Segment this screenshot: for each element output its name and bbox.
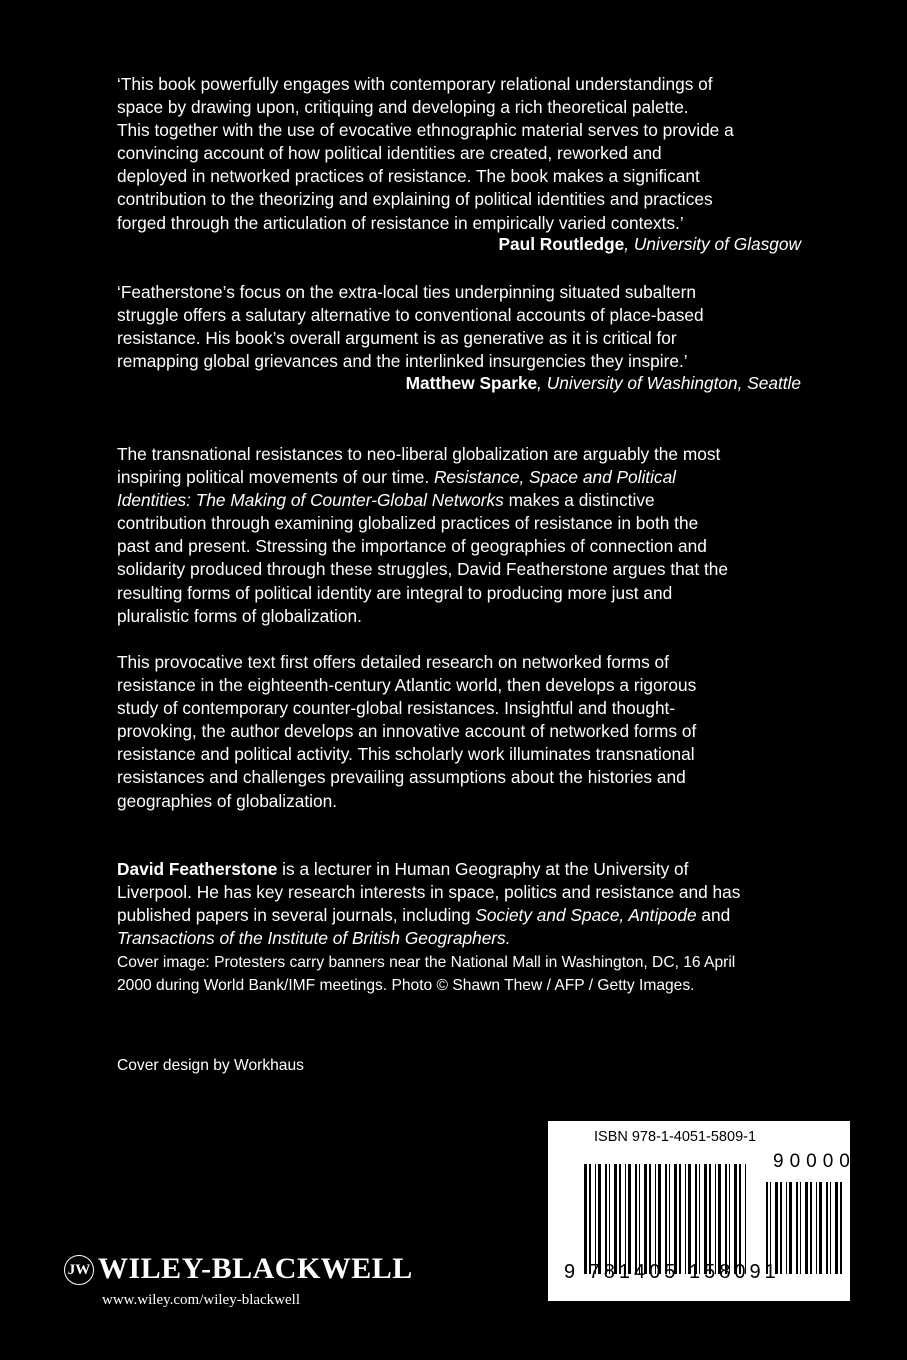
quote-line: struggle offers a salutary alternative to conventional accounts of place-based xyxy=(117,305,704,326)
text-line: This provocative text first offers detailed research on networked forms of xyxy=(117,652,669,672)
barcode-bar xyxy=(816,1182,817,1274)
publisher-url[interactable]: www.wiley.com/wiley-blackwell xyxy=(102,1292,300,1308)
barcode-bar xyxy=(830,1182,831,1274)
text-line: pluralistic forms of globalization. xyxy=(117,605,362,626)
barcode-bar xyxy=(669,1164,670,1274)
reviewer-affiliation: , University of Washington, Seattle xyxy=(537,373,801,393)
barcode-bar xyxy=(598,1164,601,1274)
barcode-bar xyxy=(745,1164,746,1274)
journal-name: Transactions of the Institute of British Geographers. xyxy=(117,928,511,949)
price-addon-label: 90000 xyxy=(773,1151,856,1172)
barcode-bar xyxy=(789,1182,792,1274)
barcode-bar xyxy=(688,1164,691,1274)
barcode-bar xyxy=(835,1182,838,1274)
text-line xyxy=(117,858,740,881)
quote-line: ‘This book powerfully engages with contemporary relational understandings of xyxy=(117,74,713,94)
barcode-bar xyxy=(796,1182,798,1274)
review-quote-2 xyxy=(117,281,704,373)
review-quote-1 xyxy=(117,73,734,235)
barcode-bar xyxy=(695,1164,697,1274)
text-line: study of contemporary counter-global resistances. Insightful and thought- xyxy=(117,698,676,719)
text-line: solidarity produced through these struggles, David Featherstone argues that the xyxy=(117,559,728,580)
text-line: resistances and challenges prevailing assumptions about the histories and xyxy=(117,767,686,788)
barcode-bar xyxy=(786,1182,787,1274)
quote-line: resistance. His book’s overall argument is as generative as it is critical for xyxy=(117,328,677,349)
ean-barcode-bars xyxy=(584,1164,750,1274)
text-line: Liverpool. He has key research interests in space, politics and resistance and has xyxy=(117,882,741,903)
text-line xyxy=(117,904,740,927)
text: published papers in several journals, including xyxy=(117,905,476,926)
barcode-bar xyxy=(619,1164,621,1274)
barcode-bar xyxy=(704,1164,707,1274)
barcode-bar xyxy=(709,1164,711,1274)
text: inspiring political movements of our time. xyxy=(117,467,434,488)
book-title: Resistance, Space and Political xyxy=(433,467,677,488)
barcode-bar xyxy=(679,1164,681,1274)
quote-line: deployed in networked practices of resistance. The book makes a significant xyxy=(117,166,700,187)
barcode-bar xyxy=(729,1164,730,1274)
wiley-logo-icon: JW xyxy=(64,1255,94,1285)
quote-line: space by drawing upon, critiquing and developing a rich theoretical palette. xyxy=(117,97,689,118)
barcode-bar xyxy=(584,1164,587,1274)
text: makes a distinctive xyxy=(503,490,655,511)
isbn-label: ISBN 978-1-4051-5809-1 xyxy=(594,1129,757,1145)
barcode-bar xyxy=(819,1182,822,1274)
description-paragraph-1 xyxy=(117,443,728,628)
barcode-bar xyxy=(780,1182,782,1274)
reviewer-name: Paul Routledge xyxy=(498,234,625,254)
quote-1-attribution xyxy=(499,234,802,255)
author-name: David Featherstone xyxy=(117,859,278,879)
barcode-bar xyxy=(685,1164,686,1274)
barcode-bar xyxy=(649,1164,651,1274)
barcode-bar xyxy=(718,1164,721,1274)
text-line: Cover image: Protesters carry banners near the National Mall in Washington, DC, 16 April xyxy=(117,954,736,971)
quote-line: contribution to the theorizing and explaining of political identities and practices xyxy=(117,189,713,210)
barcode-bar xyxy=(800,1182,801,1274)
barcode-bar xyxy=(644,1164,647,1274)
text-line: past and present. Stressing the importance of geographies of connection and xyxy=(117,536,707,557)
barcode-bar xyxy=(734,1164,737,1274)
publisher-name: WILEY-BLACKWELL xyxy=(98,1252,413,1285)
isbn-barcode xyxy=(548,1121,856,1301)
barcode-bar xyxy=(655,1164,656,1274)
description-paragraph-2 xyxy=(117,651,696,813)
quote-2-attribution xyxy=(406,373,801,394)
quote-line: forged through the articulation of resistance in empirically varied contexts.’ xyxy=(117,212,684,233)
journal-names: Society and Space, Antipode xyxy=(475,905,697,926)
reviewer-name: Matthew Sparke xyxy=(405,373,538,393)
barcode-bar xyxy=(826,1182,828,1274)
text: is a lecturer in Human Geography at the University of xyxy=(277,859,689,879)
quote-line: This together with the use of evocative ethnographic material serves to provide a xyxy=(117,120,734,141)
barcode-bar xyxy=(739,1164,741,1274)
book-title: Identities: The Making of Counter-Global Networks xyxy=(117,490,504,511)
barcode-bar xyxy=(609,1164,610,1274)
barcode-bar xyxy=(635,1164,637,1274)
barcode-bar xyxy=(658,1164,661,1274)
quote-line: convincing account of how political identities are created, reworked and xyxy=(117,143,662,164)
text-line: 2000 during World Bank/IMF meetings. Photo © Shawn Thew / AFP / Getty Images. xyxy=(117,977,695,994)
text-line: resistance in the eighteenth-century Atlantic world, then develops a rigorous xyxy=(117,675,697,696)
barcode-bar xyxy=(699,1164,700,1274)
quote-line: remapping global grievances and the interlinked insurgencies they inspire.’ xyxy=(117,351,688,372)
text-line: resistance and political activity. This scholarly work illuminates transnational xyxy=(117,744,695,765)
barcode-bar xyxy=(810,1182,812,1274)
barcode-bar xyxy=(628,1164,631,1274)
cover-image-credit xyxy=(117,951,735,997)
author-bio xyxy=(117,858,740,950)
text-line: resulting forms of political identity are integral to producing more just and xyxy=(117,582,673,603)
reviewer-affiliation: , University of Glasgow xyxy=(624,234,801,254)
barcode-bar xyxy=(605,1164,607,1274)
text: and xyxy=(696,905,731,926)
barcode-bar xyxy=(614,1164,617,1274)
barcode-bar xyxy=(589,1164,591,1274)
barcode-bar xyxy=(840,1182,842,1274)
text-line: The transnational resistances to neo-liberal globalization are arguably the most xyxy=(117,444,721,464)
quote-line: ‘Featherstone’s focus on the extra-local ties underpinning situated subaltern xyxy=(117,282,696,302)
cover-design-credit: Cover design by Workhaus xyxy=(117,1057,304,1074)
text-line xyxy=(117,466,728,489)
barcode-bar xyxy=(625,1164,626,1274)
barcode-bar xyxy=(805,1182,808,1274)
barcode-bar xyxy=(674,1164,677,1274)
text-line: contribution through examining globalized practices of resistance in both the xyxy=(117,513,699,534)
text-line: geographies of globalization. xyxy=(117,790,338,811)
ean-digits: 9 781405 158091 xyxy=(564,1261,780,1283)
text-line xyxy=(117,489,728,512)
barcode-bar xyxy=(665,1164,667,1274)
barcode-bar xyxy=(639,1164,640,1274)
barcode-bar xyxy=(595,1164,596,1274)
text-line: provoking, the author develops an innovative account of networked forms of xyxy=(117,721,697,742)
barcode-bar xyxy=(715,1164,716,1274)
barcode-bar xyxy=(725,1164,727,1274)
